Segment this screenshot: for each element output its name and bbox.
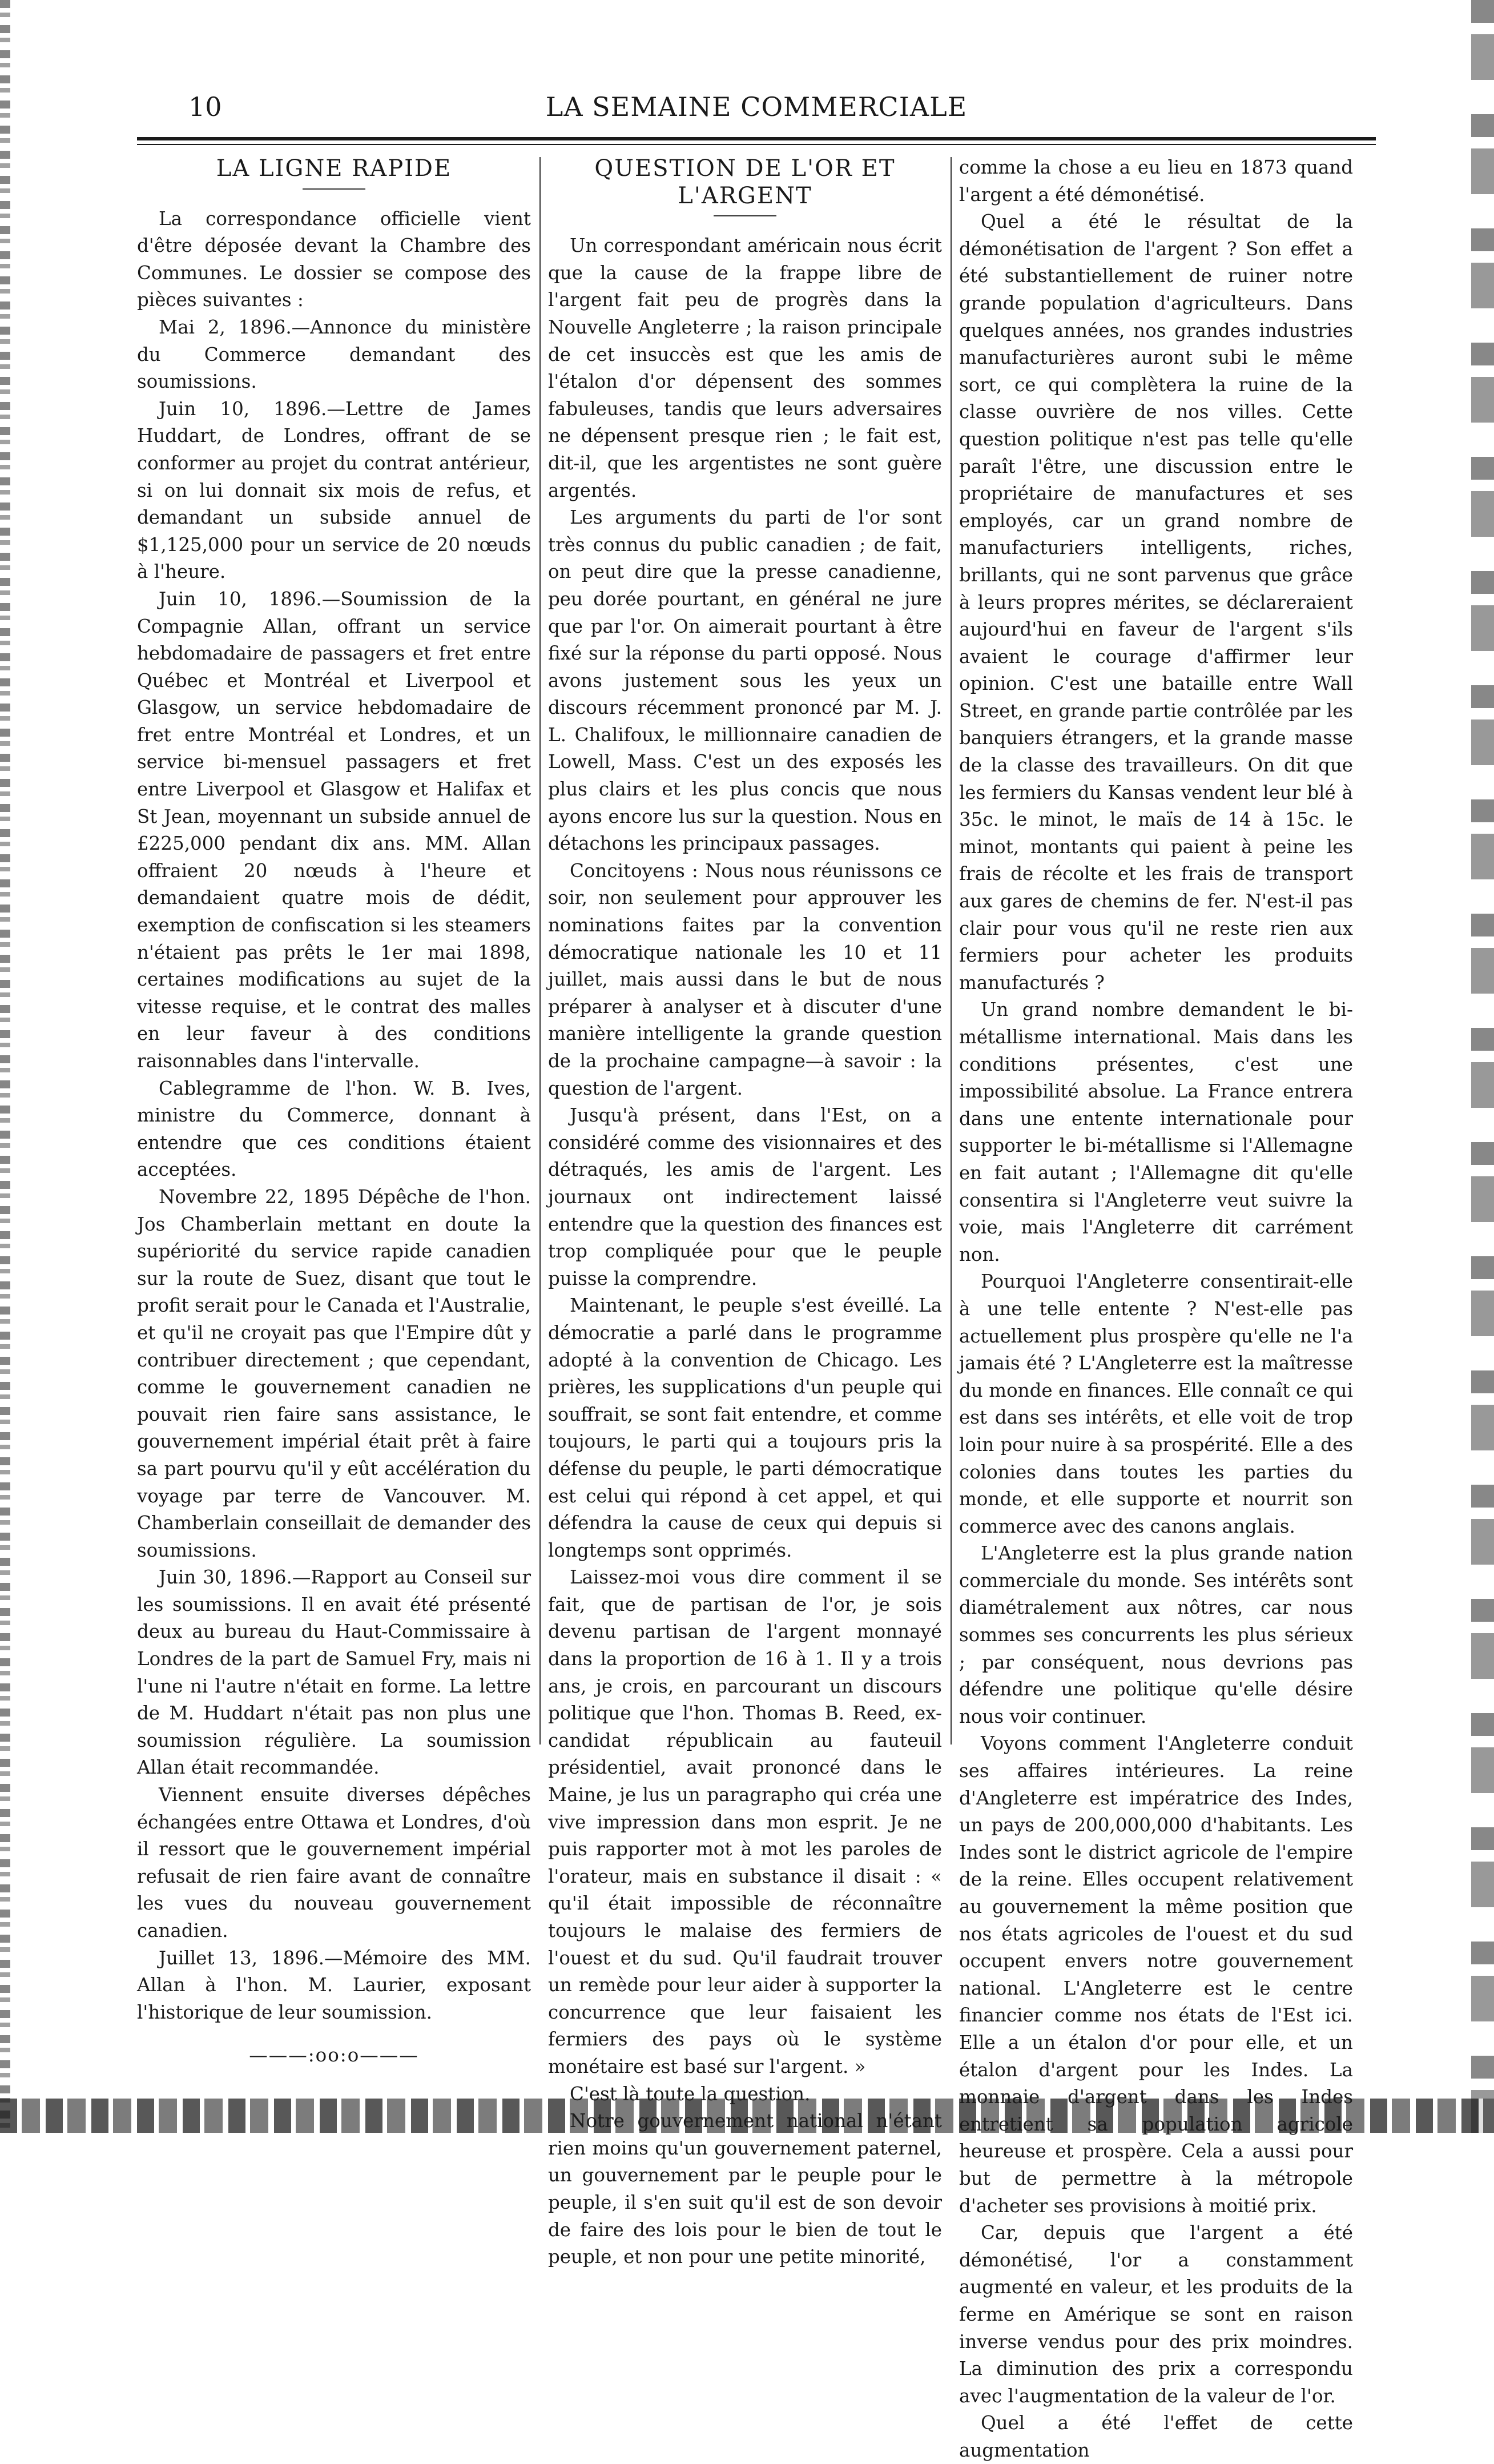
- paragraph: Les arguments du parti de l'or sont très connus du public canadien ; de fait, on peut dire que la presse canadienne, peu dorée pourtant, en général ne jure que par l'or. On aimerait pourtant à être fixé sur la réponse du parti opposé. Nous avons justement sous les yeux un discours récemment prononcé par M. J. L. Chalifoux, le millionnaire canadien de Lowell, Mass. C'est un des exposés les plus clairs et les plus concis que nous ayons encore lus sur la question. Nous en détachons les principaux passages.: [548, 507, 942, 855]
- column-left: [137, 154, 531, 2119]
- paragraph: comme la chose a eu lieu en 1873 quand l'argent a été démonétisé.: [959, 156, 1353, 206]
- end-mark: ———:oo:o———: [249, 2044, 419, 2067]
- page-number: 10: [188, 91, 222, 122]
- paragraph: Novembre 22, 1895 Dépêche de l'hon. Jos Chamberlain mettant en doute la supériorité du service rapide canadien sur la route de Suez, disant que tout le profit serait pour le Canada et l'Australie, et qu'il ne croyait pas que l'Empire dût y contribuer directement ; que cependant, comme le gouvernement canadien ne pouvait rien faire sans assistance, le gouvernement impérial était prêt à faire sa part pourvu qu'il y eût accélération du voyage par terre de Vancouver. M. Chamberlain conseillait de demander des soumissions.: [137, 1185, 531, 1561]
- paragraph: Un correspondant américain nous écrit que la cause de la frappe libre de l'argent fait peu de progrès dans la Nouvelle Angleterre ; la raison principale de cet insuccès est que les amis de l'étalon d'or dépensent des sommes fabuleuses, tandis que leurs adversaires ne dépensent presque rien ; le fait est, dit-il, que les argentistes ne sont guère argentés.: [548, 235, 942, 501]
- paragraph: Mai 2, 1896.—Annonce du ministère du Commerce demandant des soumissions.: [137, 316, 531, 393]
- scan-edge-left: [0, 0, 10, 2133]
- paragraph: Cablegramme de l'hon. W. B. Ives, ministre du Commerce, donnant à entendre que ces conditions étaient acceptées.: [137, 1077, 531, 1181]
- article-title-ligne-rapide: LA LIGNE RAPIDE: [216, 155, 452, 182]
- journal-title: LA SEMAINE COMMERCIALE: [545, 91, 968, 122]
- title-dash: [303, 188, 365, 190]
- paragraph: Concitoyens : Nous nous réunissons ce soir, non seulement pour approuver les nominations faites par la convention démocratique nationale les 10 et 11 juillet, mais aussi dans le but de nous préparer à analyser et à discuter d'une manière intelligente la grande question de la prochaine campagne—à savoir : la question de l'argent.: [548, 859, 942, 1099]
- column-rule: [539, 157, 541, 1745]
- paragraph: Laissez-moi vous dire comment il se fait, que de partisan de l'or, je sois devenu partisan de l'argent monnayé dans la proportion de 16 à 1. Il y a trois ans, je crois, en parcourant un discours politique que l'hon. Thomas B. Reed, ex-candidat républicain au fauteuil présidentiel, avait prononcé dans le Maine, je lus un paragrapho qui créa une vive impression dans mon esprit. Je ne puis rapporter mot à mot les paroles de l'orateur, mais en substance il disait : « qu'il était impossible de réconnaître toujours le malaise des fermiers de l'ouest et du sud. Qu'il faudrait trouver un remède pour leur aider à supporter la concurrence que leur faisaient les fermiers des pays où le système monétaire est basé sur l'argent. »: [548, 1566, 942, 2077]
- paragraph: Juin 10, 1896.—Soumission de la Compagnie Allan, offrant un service hebdomadaire de passagers et fret entre Québec et Montréal et Liverpool et Glasgow, un service hebdomadaire de fret entre Montréal et Londres, et un service bi-mensuel passagers et fret entre Liverpool et Glasgow et Halifax et St Jean, moyennant un subside annuel de £225,000 pendant dix ans. MM. Allan offraient 20 nœuds à l'heure et demandaient quatre mois de dédit, exemption de confiscation si les steamers n'étaient pas prêts le 1er mai 1898, certaines modifications au sujet de la vitesse requise, et le contrat des malles en leur faveur à des conditions raisonnables dans l'intervalle.: [137, 588, 531, 1072]
- paragraph: Quel a été le résultat de la démonétisation de l'argent ? Son effet a été substantiellement de ruiner notre grande population d'agriculteurs. Dans quelques années, nos grandes industries manufacturières auront subi le même sort, ce qui complètera la ruine de la classe ouvrière de nos villes. Cette question politique n'est pas telle qu'elle paraît l'être, une discussion entre le propriétaire de manufactures et ses employés, car un grand nombre de manufacturiers intelligents, riches, brillants, qui ne sont parvenus que grâce à leurs propres mérites, se déclareraient aujourd'hui en faveur de l'argent s'ils avaient le courage d'affirmer leur opinion. C'est une bataille entre Wall Street, en grande partie contrôlée par les banquiers étrangers, et la grande masse de la classe des travailleurs. On dit que les fermiers du Kansas vendent leur blé à 35c. le minot, le maïs de 14 à 15c. le minot, montants qui paient à peine les frais de récolte et les frais de transport aux gares de chemins de fer. N'est-il pas clair pour vous qu'il ne reste rien aux fermiers pour acheter les produits manufacturés ?: [959, 211, 1353, 994]
- header-rule: [137, 137, 1376, 145]
- paragraph: L'Angleterre est la plus grande nation commerciale du monde. Ses intérêts sont diamétralement aux nôtres, car nous sommes ses concurrents les plus sérieux ; par conséquent, nous devrions pas défendre une politique qu'elle désire nous voir continuer.: [959, 1542, 1353, 1727]
- paragraph: La correspondance officielle vient d'être déposée devant la Chambre des Communes. Le dossier se compose des pièces suivantes :: [137, 207, 531, 311]
- paragraph: Juillet 13, 1896.—Mémoire des MM. Allan à l'hon. M. Laurier, exposant l'historique de leur soumission.: [137, 1947, 531, 2023]
- paragraph: Juin 10, 1896.—Lettre de James Huddart, de Londres, offrant de se conformer au projet du contrat antérieur, si on lui donnait six mois de refus, et demandant un subside annuel de $1,125,000 pour un service de 20 nœuds à l'heure.: [137, 397, 531, 583]
- paragraph: Car, depuis que l'argent a été démonétisé, l'or a constamment augmenté en valeur, et les produits de la ferme en Amérique se sont en raison inverse vendus pour des prix moindres. La diminution des prix a correspondu avec l'augmentation de la valeur de l'or.: [959, 2222, 1353, 2407]
- column-rule: [951, 157, 952, 1745]
- paragraph: Juin 30, 1896.—Rapport au Conseil sur les soumissions. Il en avait été présenté deux au bureau du Haut-Commissaire à Londres de la part de Samuel Fry, mais ni l'une ni l'autre n'était en forme. La lettre de M. Huddart n'était pas non plus une soumission régulière. La soumission Allan était recommandée.: [137, 1566, 531, 1779]
- scan-edge-right: [1471, 0, 1494, 2133]
- paragraph: Voyons comment l'Angleterre conduit ses affaires intérieures. La reine d'Angleterre est impératrice des Indes, un pays de 200,000,000 d'habitants. Les Indes sont le district agricole de l'empire de la reine. Elles occupent relativement au gouvernement la même position que nos états agricoles de l'ouest et du sud occupent envers notre gouvernement national. L'Angleterre est le centre financier comme nos états de l'Est ici. Elle a un étalon d'or pour elle, et un étalon d'argent pour les Indes. La monnaie d'argent dans les Indes entretient sa population agricole heureuse et prospère. Cela a aussi pour but de permettre à la métropole d'acheter ses provisions à moitié prix.: [959, 1733, 1353, 2217]
- paragraph: Maintenant, le peuple s'est éveillé. La démocratie a parlé dans le programme adopté à la convention de Chicago. Les prières, les supplications d'un peuple qui souffrait, se sont fait entendre, et comme toujours, le parti qui a toujours pris la défense du peuple, le parti démocratique est celui qui répond à cet appel, et qui défendra la cause de ceux qui depuis si longtemps sont opprimés.: [548, 1295, 942, 1561]
- article-title-or-argent: QUESTION DE L'OR ET L'ARGENT: [594, 155, 896, 209]
- page-header: [137, 91, 1376, 131]
- column-middle: [548, 154, 942, 2268]
- paragraph: Quel a été l'effet de cette augmentation: [959, 2412, 1353, 2461]
- paragraph: C'est là toute la question.: [570, 2083, 811, 2105]
- paragraph: Pourquoi l'Angleterre consentirait-elle à une telle entente ? N'est-elle pas actuellement plus prospère qu'elle ne l'a jamais été ? L'Angleterre est la maîtresse du monde en finances. Elle connaît ce qui est dans ses intérêts, et elle voit de trop loin pour nuire à sa prospérité. Elle a des colonies dans toutes les parties du monde, et elle supporte et nourrit son commerce avec des canons anglais.: [959, 1271, 1353, 1537]
- title-dash: [714, 215, 776, 216]
- paragraph: Notre gouvernement national n'étant rien moins qu'un gouvernement paternel, un gouvernement par le peuple pour le peuple, il s'en suit qu'il est de son devoir de faire des lois pour le bien de tout le peuple, et non pour une petite minorité,: [548, 2110, 942, 2268]
- column-right: [959, 154, 1353, 2461]
- paragraph: Viennent ensuite diverses dépêches échangées entre Ottawa et Londres, d'où il ressort que le gouvernement impérial refusait de rien faire avant de connaître les vues du nouveau gouvernement canadien.: [137, 1784, 531, 1942]
- paragraph: Jusqu'à présent, dans l'Est, on a considéré comme des visionnaires et des détraqués, les amis de l'argent. Les journaux ont indirectement laissé entendre que la question des finances est trop compliquée pour que le peuple puisse la comprendre.: [548, 1104, 942, 1289]
- paragraph: Un grand nombre demandent le bi-métallisme international. Mais dans les conditions présentes, c'est une impossibilité absolue. La France entrera dans une entente internationale pour supporter le bi-métallisme si l'Allemagne en fait autant ; l'Allemagne dit qu'elle consentira si l'Angleterre veut suivre la voie, mais l'Angleterre dit carrément non.: [959, 999, 1353, 1265]
